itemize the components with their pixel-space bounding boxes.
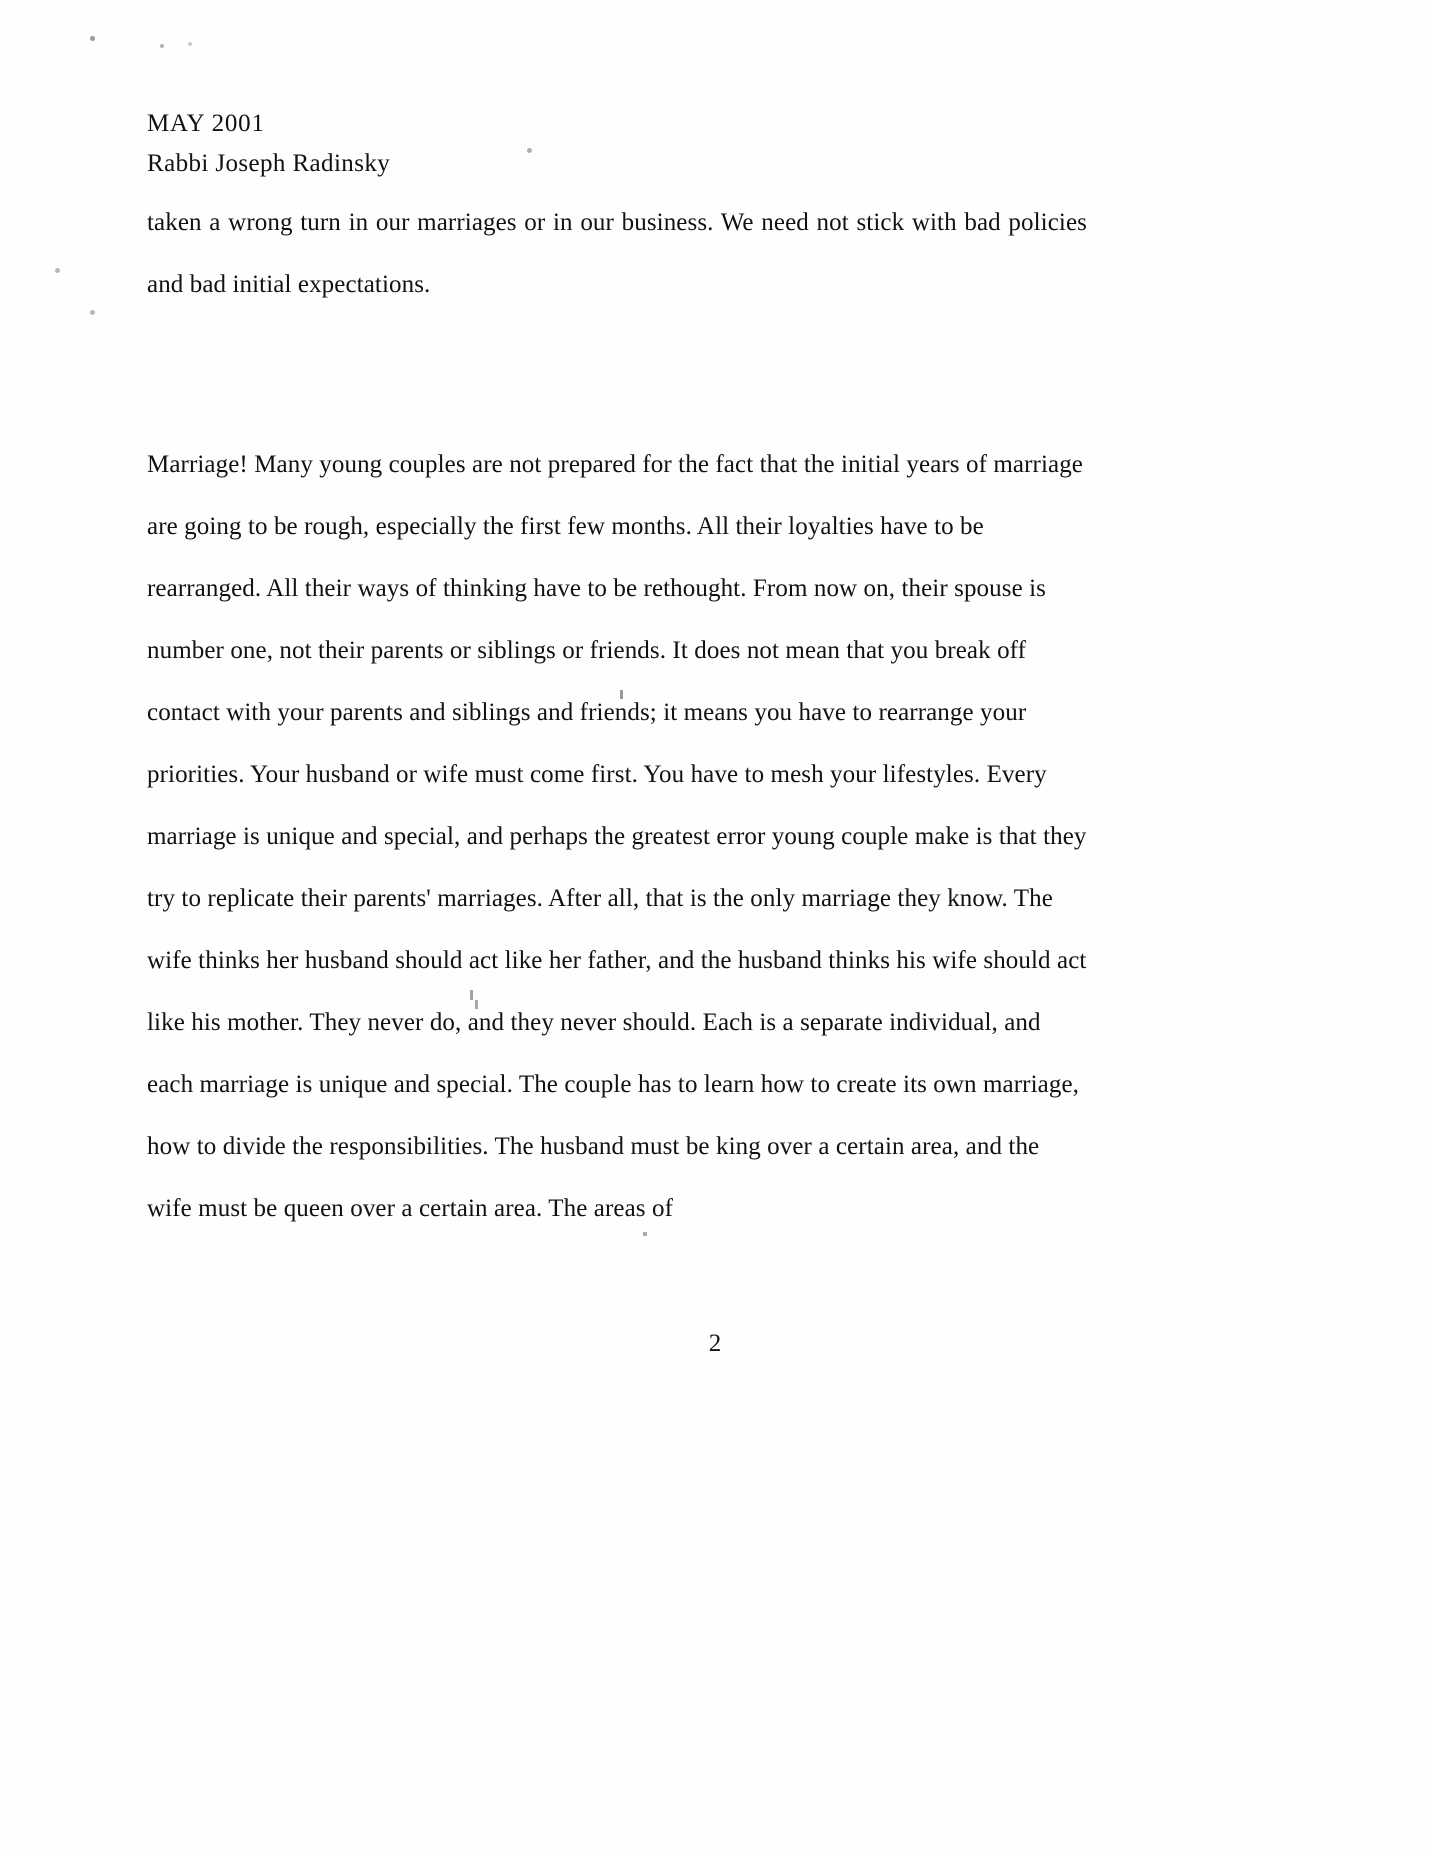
paragraph-1: taken a wrong turn in our marriages or in our business. We need not stick with bad policies and bad initial expectations. [147, 209, 1087, 298]
header-date: MAY 2001 [147, 110, 265, 137]
scan-speckle-icon [527, 148, 532, 153]
paragraph-spacer [147, 316, 1087, 434]
document-body [147, 192, 1087, 1240]
stray-mark-icon [643, 1232, 647, 1236]
scan-speckle-icon [188, 42, 192, 46]
scan-speckle-icon [55, 268, 60, 273]
scan-speckle-icon [90, 310, 95, 315]
header-author: Rabbi Joseph Radinsky [147, 150, 391, 177]
stray-mark-icon [620, 690, 623, 699]
page-number: 2 [708, 1330, 722, 1357]
stray-mark-icon [470, 990, 473, 1000]
scan-speckle-icon [160, 44, 164, 48]
stray-mark-icon [475, 1000, 478, 1009]
paragraph-2: Marriage! Many young couples are not prepared for the fact that the initial years of marriage are going to be rough, especially the first few months. All their loyalties have to be rearranged. All their ways of thinking have to be rethought. From now on, their spouse is number one, not their parents or siblings or friends. It does not mean that you break off contact with your parents and siblings and friends; it means you have to rearrange your priorities. Your husband or wife must come first. You have to mesh your lifestyles. Every marriage is unique and special, and perhaps the greatest error young couple make is that they try to replicate their parents' marriages. After all, that is the only marriage they know. The wife thinks her husband should act like her father, and the husband thinks his wife should act like his mother. They never do, and they never should. Each is a separate individual, and each marriage is unique and special. The couple has to learn how to create its own marriage, how to divide the responsibilities. The husband must be king over a certain area, and the wife must be queen over a certain area. The areas of [147, 451, 1087, 1222]
scan-speckle-icon [90, 36, 95, 41]
document-header [147, 104, 390, 184]
